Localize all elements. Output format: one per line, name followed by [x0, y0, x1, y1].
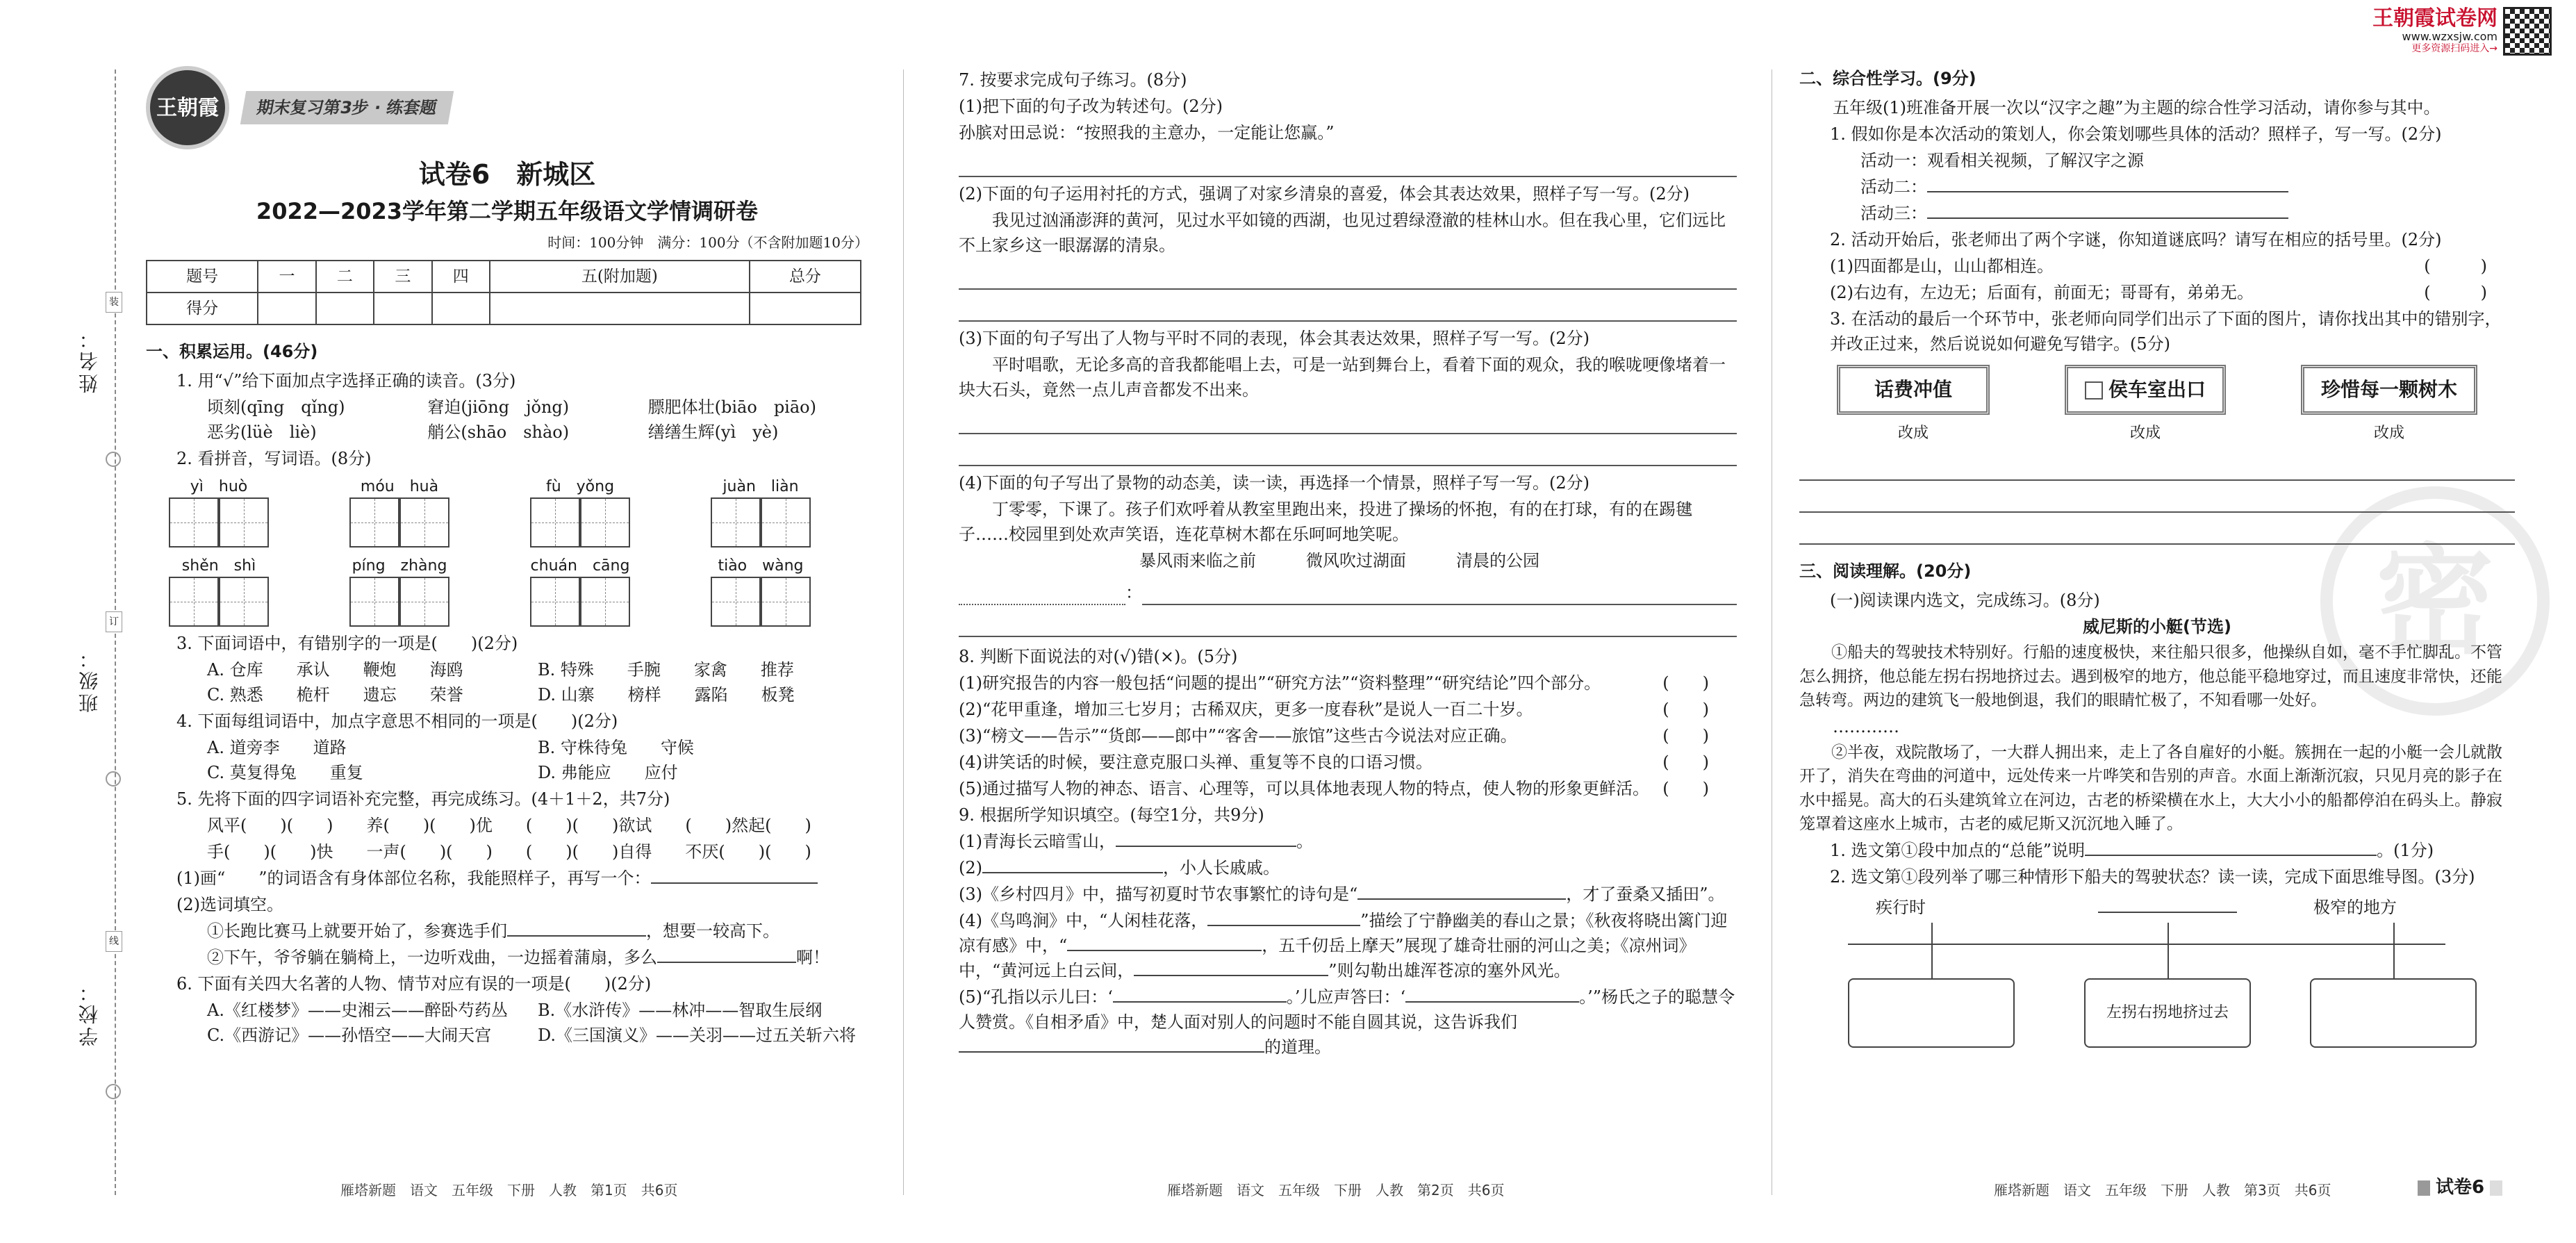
answer-line[interactable] [959, 149, 1737, 177]
exam-title: 试卷6 新城区 [418, 159, 596, 190]
q8-item-text: (5)通过描写人物的神态、语言、心理等，可以具体地表现人物的特点，使人物的形象更鲜活。 [959, 779, 1649, 798]
q9-text: ”描绘了宁静幽美的春山之景；《秋夜将晓出篱门迎凉有感》中，“ [959, 911, 1728, 955]
answer-blank[interactable] [1357, 883, 1566, 900]
confidential-stamp-icon: 密 [2320, 486, 2550, 716]
binding-hole [106, 771, 121, 787]
q7-part-3: (3)下面的句子写出了人物与平时不同的表现，体会其表达效果，照样子写一写。(2分) [959, 329, 1590, 348]
mm-branch [2168, 923, 2169, 978]
q4-options [146, 760, 868, 785]
q5-part-1 [146, 866, 868, 891]
mm-branch [1931, 923, 1933, 978]
answer-paren[interactable]: ( ) [2424, 283, 2487, 302]
writing-box[interactable] [711, 497, 761, 548]
page-2 [959, 66, 1737, 1061]
q1-item[interactable]: 窘迫(jiōng jǒng) [427, 397, 570, 417]
q5-b1-end: ，想要一较高下。 [646, 921, 779, 941]
sign-board: 话费冲值 [1837, 365, 1990, 415]
q3-options [146, 682, 868, 707]
answer-blank[interactable] [651, 867, 818, 884]
writing-box[interactable] [169, 577, 219, 627]
option[interactable]: B. 特殊 手腕 家禽 推荐 [538, 660, 794, 680]
answer-blank[interactable] [1927, 176, 2288, 192]
answer-blank[interactable] [507, 920, 646, 937]
q7-part-4: (4)下面的句子写出了景物的动态美，读一读，再选择一个情景，照样子写一写。(2分) [959, 473, 1590, 493]
option[interactable]: C.《西游记》——孙悟空——大闹天宫 [207, 1026, 492, 1045]
answer-line[interactable] [959, 406, 1737, 434]
answer-blank[interactable] [1116, 830, 1296, 847]
question-5: 5. 先将下面的四字词语补充完整，再完成练习。(4＋1＋2，共7分) [176, 789, 670, 809]
activity-3 [1799, 201, 2515, 226]
q9-text: 。’”杨氏之子的聪慧令人赞赏。《自相矛盾》中，楚人面对别人的问题时不能自圆其说，这告诉我们 [959, 987, 1735, 1032]
activity-1: 活动一：观看相关视频，了解汉字之源 [1860, 151, 2144, 170]
answer-blank[interactable] [1207, 909, 1360, 926]
score-row-label: 得分 [147, 293, 258, 324]
question-4: 4. 下面每组词语中，加点字意思不相同的一项是( )(2分) [176, 711, 618, 731]
reading-q2: 2. 选文第①段列举了哪三种情形下船夫的驾驶状态？读一读，完成下面思维导图。(3分) [1830, 866, 2475, 887]
fix-label: 改成 [2129, 425, 2161, 442]
score-cell[interactable] [316, 293, 374, 324]
question-2: 2. 看拼音，写词语。(8分) [176, 449, 372, 468]
q8-item [959, 670, 1737, 695]
page-footer: 雁塔新题 语文 五年级 下册 人教 第1页 共6页 [340, 1182, 678, 1199]
writing-box[interactable] [169, 497, 219, 548]
q1-item[interactable]: 恶劣(lüè liè) [207, 422, 317, 442]
answer-blank[interactable] [1405, 986, 1579, 1003]
score-cell[interactable] [432, 293, 490, 324]
q3-options [146, 657, 868, 682]
score-header: 一 [258, 261, 315, 293]
sign-text: 侯车室出口 [2108, 378, 2206, 401]
mm-box-mid: 左拐右拐地挤过去 [2084, 978, 2251, 1048]
writing-box[interactable] [349, 497, 399, 548]
pinyin-item [528, 475, 632, 548]
reading-q1 [1799, 838, 2515, 863]
option[interactable]: B.《水浒传》——林冲——智取生辰纲 [538, 1001, 823, 1020]
mm-label-left: 疾行时 [1876, 897, 1926, 917]
column-divider [903, 69, 904, 1195]
sign-board [2065, 365, 2226, 415]
question-9: 9. 根据所学知识填空。(每空1分，共9分) [959, 805, 1264, 825]
q7-part-1-text: 孙膑对田忌说：“按照我的主意办，一定能让您赢。” [959, 123, 1335, 142]
writing-box[interactable] [219, 497, 269, 548]
riddle-text: (1)四面都是山，山山都相连。 [1830, 256, 2054, 276]
q9-item-4 [959, 908, 1737, 983]
answer-line[interactable] [1799, 453, 2515, 481]
riddle-1 [1799, 254, 2515, 279]
score-cell[interactable] [258, 293, 315, 324]
score-table [146, 260, 861, 325]
q5-part-2: (2)选词填空。 [176, 895, 283, 914]
q8-item [959, 776, 1737, 801]
passage-para-1: ①船夫的驾驶技术特别好。行船的速度极快，来往船只很多，他操纵自如，毫不手忙脚乱。不管怎么拥挤，他总能左拐右拐地挤过去。遇到极窄的地方，他总能平稳地穿过，而且速度非常快，还能急转弯。两边的建筑飞一般地倒退，我们的眼睛忙极了，不知看哪一处好。 [1799, 643, 2502, 709]
section-2-title: 二、综合性学习。(9分) [1799, 69, 1976, 88]
q5-part-1-text: (1)画“ ”的词语含有身体部位名称，我能照样子，再写一个： [176, 869, 651, 888]
question-7: 7. 按要求完成句子练习。(8分) [959, 70, 1187, 90]
pinyin-text: píng zhàng [352, 557, 447, 575]
pinyin-item [528, 554, 632, 627]
option[interactable]: D. 弗能应 应付 [538, 763, 678, 782]
activity-3-label: 活动三： [1860, 204, 1927, 223]
mm-label-right: 极窄的地方 [2313, 897, 2397, 917]
option[interactable]: A.《红楼梦》——史湘云——醉卧芍药丛 [207, 1001, 508, 1020]
score-header: 题号 [147, 261, 258, 293]
q9-text: (4)《鸟鸣涧》中，“人闲桂花落， [959, 911, 1208, 930]
name-label: 姓名： [78, 327, 101, 393]
binding-mark-xian: 线 [106, 931, 122, 952]
writing-box[interactable] [530, 577, 580, 627]
answer-blank[interactable] [959, 1036, 1264, 1053]
pinyin-text: chuán cāng [530, 557, 630, 575]
section-2-intro: 五年级(1)班准备开展一次以“汉字之趣”为主题的综合性学习活动，请你参与其中。 [1833, 98, 2441, 117]
page-tag-text: 试卷6 [2436, 1177, 2485, 1198]
pinyin-grid [167, 475, 868, 627]
pinyin-text: tiào wàng [718, 557, 804, 575]
exit-icon [2085, 381, 2103, 400]
q8-item [959, 750, 1737, 775]
option[interactable]: D.《三国演义》——关羽——过五关斩六将 [538, 1026, 857, 1045]
page-footer: 雁塔新题 语文 五年级 下册 人教 第2页 共6页 [1167, 1182, 1505, 1199]
page-3 [1799, 66, 2515, 1055]
sign-item [2301, 365, 2477, 445]
binding-mark-zhuang: 装 [106, 292, 122, 313]
q9-text: ”则勾勒出雄浑苍凉的塞外风光。 [1328, 961, 1571, 980]
writing-box[interactable] [399, 577, 449, 627]
header [146, 66, 868, 149]
binding-hole [106, 452, 121, 467]
page-tag-marker [2418, 1180, 2430, 1196]
question-6: 6. 下面有关四大名著的人物、情节对应有误的一项是( )(2分) [176, 974, 652, 994]
score-header: 三 [374, 261, 431, 293]
logo: 王朝霞 [146, 66, 229, 149]
writing-box[interactable] [580, 577, 630, 627]
pinyin-text: shěn shì [181, 557, 256, 575]
mm-branch [2393, 923, 2395, 978]
pinyin-item [709, 475, 813, 548]
exam-subtitle: 2022—2023学年第二学期五年级语文学情调研卷 [256, 198, 759, 224]
q9-text: 的道理。 [1264, 1037, 1331, 1057]
q1-row [146, 395, 868, 420]
mm-label-mid-blank[interactable] [2098, 912, 2237, 913]
q1-item[interactable]: 缮缮生辉(yì yè) [647, 422, 779, 442]
answer-line[interactable] [959, 262, 1737, 290]
answer-blank[interactable] [1067, 935, 1262, 951]
option[interactable]: A. 道旁李 道路 [207, 738, 347, 757]
q7-part-3-text: 平时唱歌，无论多高的音我都能唱上去，可是一站到舞台上，看着下面的观众，我的喉咙哽像堵着一块大石头，竟然一点儿声音都发不出来。 [959, 355, 1726, 400]
binding-mark-ding: 订 [106, 611, 122, 632]
pinyin-text: yì huò [190, 478, 248, 495]
judge-paren[interactable]: ( ) [1662, 726, 1709, 746]
q5-blank-1 [146, 919, 868, 944]
q8-item [959, 697, 1737, 722]
q9-item-3 [959, 882, 1737, 907]
s2-question-2: 2. 活动开始后，张老师出了两个字谜，你知道谜底吗？请写在相应的括号里。(2分) [1830, 230, 2442, 249]
activity-2 [1799, 174, 2515, 199]
section-3-title: 三、阅读理解。(20分) [1799, 561, 1972, 581]
q9-text: (5)“孔指以示儿曰：‘ [959, 987, 1113, 1007]
q9-text: 。’儿应声答曰：‘ [1286, 987, 1406, 1007]
signs-row [1799, 365, 2515, 445]
sign-item [1837, 365, 1990, 445]
judge-paren[interactable]: ( ) [1662, 700, 1709, 719]
mm-trunk [1848, 944, 2445, 945]
question-1: 1. 用“√”给下面加点字选择正确的读音。(3分) [176, 371, 516, 390]
answer-line[interactable] [959, 294, 1737, 322]
answer-blank[interactable] [657, 946, 796, 963]
q9-text: ，五千仞岳上摩天”展现了雄奇壮丽的河山之美；《凉州词》中，“黄河远上白云间， [959, 936, 1696, 980]
pinyin-text: móu huà [360, 478, 439, 495]
writing-box[interactable] [761, 577, 811, 627]
score-cell[interactable] [374, 293, 431, 324]
answer-blank[interactable] [2085, 839, 2377, 856]
page-1 [146, 66, 868, 1048]
score-header: 总分 [750, 261, 861, 293]
passage-ellipsis: ………… [1833, 716, 1899, 736]
step-banner: 期末复习第3步 · 练套题 [240, 91, 454, 124]
q9-text: (2) [959, 858, 982, 878]
mm-box-left[interactable] [1848, 978, 2015, 1048]
school-label: 学校： [78, 980, 101, 1046]
score-header: 二 [316, 261, 374, 293]
reading-sub-1: (一)阅读课内选文，完成练习。(8分) [1830, 591, 2100, 610]
option[interactable]: A. 仓库 承认 鞭炮 海鸥 [207, 660, 463, 680]
pinyin-item [347, 475, 452, 548]
watermark-brand-name: 王朝霞试卷网 [2372, 6, 2497, 31]
pinyin-item [347, 554, 452, 627]
class-label: 班级： [78, 646, 101, 713]
sign-board: 珍惜每一颗树木 [2301, 365, 2477, 415]
pinyin-item [167, 475, 271, 548]
reading-q1-end: 。(1分) [2377, 840, 2434, 860]
exam-meta: 时间：100分钟 满分：100分（不含附加题10分） [547, 234, 868, 251]
q1-item[interactable]: 艄公(shāo shào) [427, 422, 570, 442]
pinyin-text: fù yǒng [545, 478, 615, 495]
mind-map [1799, 895, 2515, 1055]
watermark-url: www.wzxsjw.com [2402, 30, 2497, 43]
answer-blank[interactable] [1113, 986, 1287, 1003]
q6-options [146, 1023, 868, 1048]
q6-options [146, 998, 868, 1023]
q9-item-2 [959, 855, 1737, 880]
q1-row [146, 420, 868, 445]
q5-b1-text: ①长跑比赛马上就要开始了，参赛选手们 [207, 921, 507, 941]
q7-part-4-text: 丁零零，下课了。孩子们欢呼着从教室里跑出来，投进了操场的怀抱，有的在打球，有的在踢毽子……校园里到处欢声笑语，连花草树木都在乐呵呵地笑呢。 [959, 500, 1692, 544]
binding-hole [106, 1084, 121, 1099]
answer-blank[interactable] [1927, 202, 2288, 219]
question-3: 3. 下面词语中，有错别字的一项是( )(2分) [176, 634, 518, 653]
judge-paren[interactable]: ( ) [1662, 779, 1709, 798]
q5-b2-text: ②下午，爷爷躺在躺椅上，一边听戏曲，一边摇着蒲扇，多么 [207, 948, 657, 967]
answer-blank[interactable] [1134, 960, 1328, 976]
q8-item-text: (1)研究报告的内容一般包括“问题的提出”“研究方法”“资料整理”“研究结论”四个部分。 [959, 673, 1601, 693]
page-tag-marker [2490, 1180, 2502, 1196]
option[interactable]: C. 莫复得兔 重复 [207, 763, 363, 782]
s2-question-1: 1. 假如你是本次活动的策划人，你会策划哪些具体的活动？照样子，写一写。(2分) [1830, 124, 2442, 144]
writing-box[interactable] [399, 497, 449, 548]
q1-item[interactable]: 顷刻(qīng qǐng) [207, 397, 345, 417]
q5-blank-2 [146, 945, 868, 970]
writing-box[interactable] [711, 577, 761, 627]
s2-question-3: 3. 在活动的最后一个环节中，张老师向同学们出示了下面的图片，请你找出其中的错别字，并改正过来，然后说说如何避免写错字。(5分) [1830, 309, 2502, 354]
q1-item[interactable]: 膘肥体壮(biāo piāo) [647, 397, 816, 417]
page-tag [2418, 1174, 2502, 1201]
judge-paren[interactable]: ( ) [1662, 673, 1709, 693]
q9-text: (1)青海长云暗雪山， [959, 832, 1116, 851]
option[interactable]: C. 熟悉 桅杆 遗忘 荣誉 [207, 685, 463, 705]
q9-text: (3)《乡村四月》中，描写初夏时节农事繁忙的诗句是“ [959, 884, 1358, 904]
q9-item-1: (1)青海长云暗雪山， 。 [959, 832, 1313, 851]
writing-box[interactable] [530, 497, 580, 548]
q7-part-2-text: 我见过汹涌澎湃的黄河，见过水平如镜的西湖，也见过碧绿澄澈的桂林山水。但在我心里，它们远比不上家乡这一眼潺潺的清泉。 [959, 211, 1726, 255]
sign-item [2065, 365, 2226, 445]
mm-box-right[interactable] [2310, 978, 2477, 1048]
answer-line[interactable] [1799, 485, 2515, 513]
section-1-title: 一、积累运用。(46分) [146, 342, 318, 361]
pinyin-item [167, 554, 271, 627]
option[interactable]: B. 守株待兔 守候 [538, 738, 694, 757]
answer-line[interactable] [959, 438, 1737, 466]
passage-title: 威尼斯的小艇(节选) [2083, 617, 2231, 636]
q7-part-1: (1)把下面的句子改为转述句。(2分) [959, 97, 1223, 116]
q9-text: ，小人长戚戚。 [1163, 858, 1280, 878]
judge-paren[interactable]: ( ) [1662, 752, 1709, 772]
fix-label: 改成 [1897, 425, 1929, 442]
q9-text: ，才了蚕桑又插田”。 [1566, 884, 1725, 904]
q5-b2-end: 啊！ [796, 948, 829, 967]
q7-part-4-options: 暴风雨来临之前 微风吹过湖面 清晨的公园 [1139, 551, 1539, 570]
page-footer: 雁塔新题 语文 五年级 下册 人教 第3页 共6页 [1994, 1182, 2331, 1199]
riddle-2 [1799, 280, 2515, 305]
activity-2-label: 活动二： [1860, 177, 1927, 197]
q9-item-5 [959, 985, 1737, 1060]
question-8: 8. 判断下面说法的对(√)错(×)。(5分) [959, 647, 1238, 666]
writing-box[interactable] [761, 497, 811, 548]
q5-row-1[interactable]: 风平( )( ) 养( )( )优 ( )( )欲试 ( )然起( ) [207, 816, 811, 835]
q7-part-2: (2)下面的句子运用衬托的方式，强调了对家乡清泉的喜爱，体会其表达效果，照样子写一写。(2分) [959, 184, 1690, 204]
watermark-tagline: 更多资源扫码进入→ [2411, 43, 2497, 55]
option[interactable]: D. 山寨 榜样 露陷 板凳 [538, 685, 795, 705]
answer-line-with-prefix[interactable]: ： [959, 577, 1737, 605]
score-header: 四 [432, 261, 490, 293]
answer-blank[interactable] [982, 857, 1163, 873]
q8-item-text: (2)“花甲重逢，增加三七岁月；古稀双庆，更多一度春秋”是说人一百二十岁。 [959, 700, 1533, 719]
passage-para-2: ②半夜，戏院散场了，一大群人拥出来，走上了各自雇好的小艇。簇拥在一起的小艇一会儿就散开了，消失在弯曲的河道中，远处传来一片哗笑和告别的声音。水面上渐渐沉寂，只见月亮的影子在水中摇晃。高大的石头建筑耸立在河边，古老的桥梁横在水上，大大小小的船都停泊在码头上。静寂笼罩着这座水上城市，古老的威尼斯又沉沉地入睡了。 [1799, 743, 2502, 833]
score-header: 五(附加题) [490, 261, 750, 293]
writing-box[interactable] [580, 497, 630, 548]
writing-box[interactable] [219, 577, 269, 627]
answer-line[interactable] [959, 609, 1737, 637]
writing-box[interactable] [349, 577, 399, 627]
answer-line[interactable] [1799, 517, 2515, 545]
answer-paren[interactable]: ( ) [2424, 256, 2487, 276]
reading-q1-text: 1. 选文第①段中加点的“总能”说明 [1830, 840, 2086, 860]
qr-code-icon [2503, 7, 2552, 56]
q8-item [959, 723, 1737, 748]
pinyin-item [709, 554, 813, 627]
riddle-text: (2)右边有，左边无；后面有，前面无；哥哥有，弟弟无。 [1830, 283, 2254, 302]
score-cell[interactable] [750, 293, 861, 324]
fix-label: 改成 [2373, 425, 2404, 442]
q8-item-text: (4)讲笑话的时候，要注意克服口头禅、重复等不良的口语习惯。 [959, 752, 1433, 772]
q4-options [146, 735, 868, 760]
score-cell[interactable] [490, 293, 750, 324]
watermark-brand [2372, 7, 2497, 55]
q5-row-2[interactable]: 手( )( )快 一声( )( ) ( )( )自得 不厌( )( ) [207, 842, 811, 862]
pinyin-text: juàn liàn [723, 478, 799, 495]
q8-item-text: (3)“榜文——告示”“货郎——郎中”“客舍——旅馆”这些古今说法对应正确。 [959, 726, 1517, 746]
